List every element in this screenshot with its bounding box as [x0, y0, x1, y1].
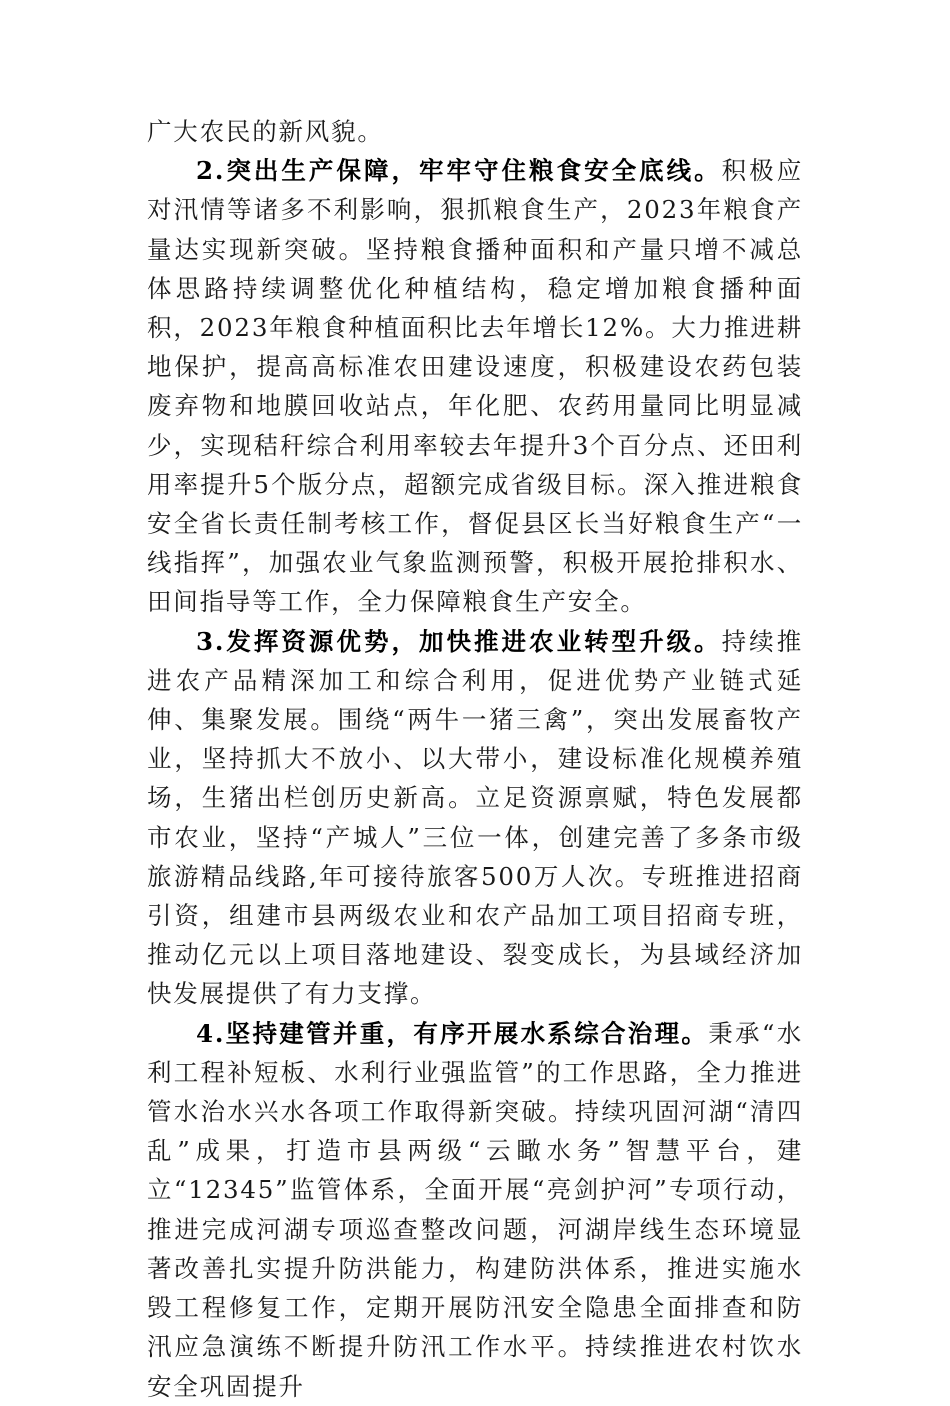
- paragraph-heading: 4.坚持建管并重，有序开展水系综合治理。: [196, 1018, 709, 1048]
- paragraph-text: 持续推进农产品精深加工和综合利用，促进优势产业链式延伸、集聚发展。围绕“两牛一猪三禽”，突出发展畜牧产业，坚持抓大不放小、以大带小，建设标准化规模养殖场，生猪出栏创历史新高。立足资源禀赋，特色发展都市农业，坚持“产城人”三位一体，创建完善了多条市级旅游精品线路,年可接待旅客500万人次。专班推进招商引资，组建市县两级农业和农产品加工项目招商专班，推动亿元以上项目落地建设、裂变成长，为县域经济加快发展提供了有力支撑。: [147, 626, 804, 1009]
- paragraph-text: 广大农民的新风貌。: [147, 117, 384, 146]
- paragraph-continuation: [147, 112, 803, 151]
- paragraph-grain-security: [147, 151, 803, 621]
- paragraph-agri-upgrade: [147, 622, 803, 1014]
- paragraph-heading: 2.突出生产保障，牢牢守住粮食安全底线。: [196, 156, 722, 186]
- paragraph-text: 秉承“水利工程补短板、水利行业强监管”的工作思路，全力推进管水治水兴水各项工作取得新突破。持续巩固河湖“清四乱”成果，打造市县两级“云瞰水务”智慧平台，建立“12345”监管体系，全面开展“亮剑护河”专项行动，推进完成河湖专项巡查整改问题，河湖岸线生态环境显著改善扎实提升防洪能力，构建防洪体系，推进实施水毁工程修复工作，定期开展防汛安全隐患全面排查和防汛应急演练不断提升防汛工作水平。持续推进农村饮水安全巩固提升: [147, 1018, 804, 1401]
- paragraph-text: 积极应对汛情等诸多不利影响，狠抓粮食生产，2023年粮食产量达实现新突破。坚持粮食播种面积和产量只增不减总体思路持续调整优化种植结构，稳定增加粮食播种面积，2023年粮食种植面积比去年增长12%。大力推进耕地保护，提高高标准农田建设速度，积极建设农药包装废弃物和地膜回收站点，年化肥、农药用量同比明显减少，实现秸秆综合利用率较去年提升3个百分点、还田利用率提升5个版分点，超额完成省级目标。深入推进粮食安全省长责任制考核工作，督促县区长当好粮食生产“一线指挥”，加强农业气象监测预警，积极开展抢排积水、田间指导等工作，全力保障粮食生产安全。: [147, 156, 804, 617]
- document-body: [147, 112, 803, 1406]
- paragraph-heading: 3.发挥资源优势，加快推进农业转型升级。: [196, 626, 722, 656]
- paragraph-water-governance: [147, 1014, 803, 1406]
